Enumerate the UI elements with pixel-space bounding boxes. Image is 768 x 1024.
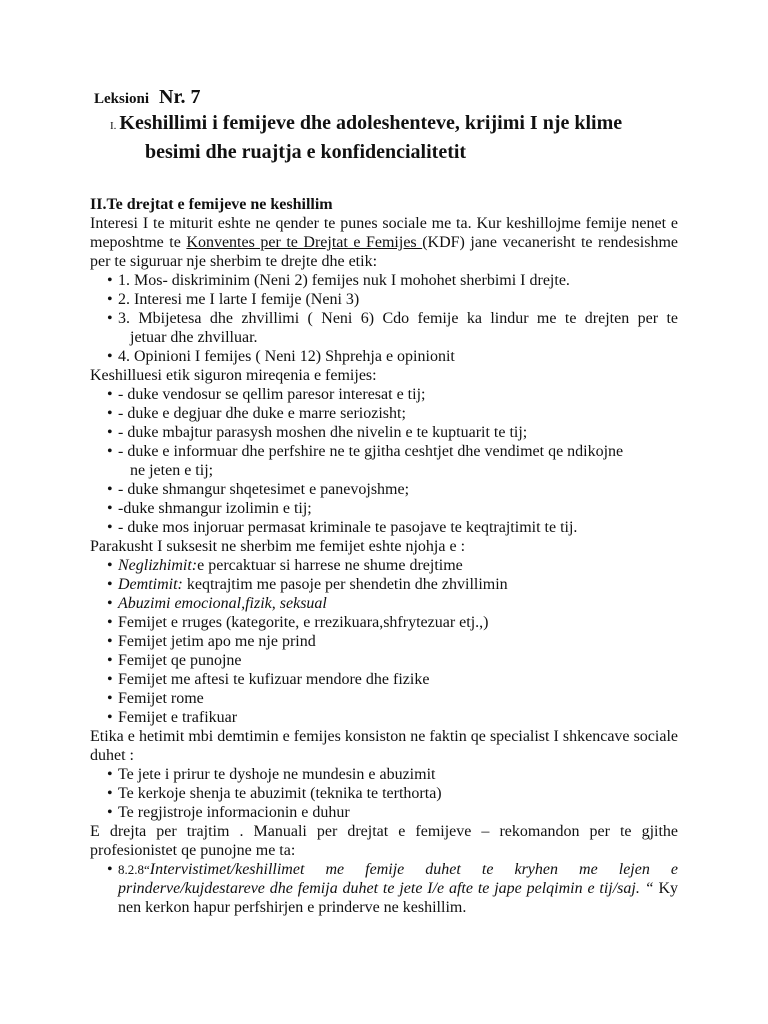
section-heading: II.Te drejtat e femijeve ne keshillim xyxy=(90,196,333,213)
manual-intro: E drejta per trajtim . Manuali per drejtat e femijeve – rekomandon per te gjithe profesionistet qe punojne me ta: xyxy=(90,823,678,859)
list-item: • Neglizhimit:e percaktuar si harrese ne shume drejtime xyxy=(90,556,678,575)
list-item: • Te regjistroje informacionin e duhur xyxy=(90,803,678,822)
ethics-intro: Etika e hetimit mbi demtimin e femijes konsiston ne faktin qe specialist I shkencave sociale duhet : xyxy=(90,728,678,764)
rights-list xyxy=(90,271,678,366)
heading-numeral: I. xyxy=(110,120,117,132)
lesson-title xyxy=(94,86,201,109)
heading-line-2: besimi dhe ruajtja e konfidencialitetit xyxy=(145,141,467,163)
main-heading xyxy=(110,110,710,165)
list-item xyxy=(90,860,678,917)
precondition-intro: Parakusht I suksesit ne sherbim me femijet eshte njohja e : xyxy=(90,538,466,555)
list-item: • - duke shmangur shqetesimet e panevojshme; xyxy=(90,480,678,499)
list-item: • - duke e degjuar dhe duke e marre seriozisht; xyxy=(90,404,678,423)
precondition-list xyxy=(90,556,678,727)
intro-text-before: Interesi I te miturit eshte ne qender te punes sociale me ta. Kur keshillojme femije nenet e meposhtme te xyxy=(90,215,678,251)
list-item: • Femijet qe punojne xyxy=(90,651,678,670)
list-item: • 2. Interesi me I larte I femije (Neni 3) xyxy=(90,290,678,309)
quote-after: Ky nen kerkon hapur perfshirjen e prinderve ne keshillim. xyxy=(118,880,678,916)
document-body xyxy=(90,195,678,917)
list-item: • Femijet e rruges (kategorite, e rrezikuara,shfrytezuar etj.,) xyxy=(90,613,678,632)
ethics-list xyxy=(90,765,678,822)
list-item: • Femijet jetim apo me nje prind xyxy=(90,632,678,651)
intro-text-after: (KDF) jane vecanerisht te rendesishme per te siguruar nje sherbim te drejte dhe etik: xyxy=(90,234,679,270)
lesson-label: Leksioni xyxy=(94,91,150,107)
list-item: • Demtimit: keqtrajtim me pasoje per shendetin dhe zhvillimin xyxy=(90,575,678,594)
list-item: • Te kerkoje shenja te abuzimit (teknika te terthorta) xyxy=(90,784,678,803)
list-item: • 3. Mbijetesa dhe zhvillimi ( Neni 6) Cdo femije ka lindur me te drejten per te jetuar dhe zhvilluar. xyxy=(90,309,678,347)
list-item: • - duke mbajtur parasysh moshen dhe nivelin e te kuptuarit te tij; xyxy=(90,423,678,442)
list-item: • 1. Mos- diskriminim (Neni 2) femijes nuk I mohohet sherbimi I drejte. xyxy=(90,271,678,290)
list-item: • Femijet rome xyxy=(90,689,678,708)
list-item: • - duke mos injoruar permasat kriminale te pasojave te keqtrajtimit te tij. xyxy=(90,518,678,537)
manual-list xyxy=(90,860,678,917)
ethical-list xyxy=(90,385,678,537)
quote-number: 8.2.8“ xyxy=(118,862,150,877)
list-item: • - duke e informuar dhe perfshire ne te gjitha ceshtjet dhe vendimet qe ndikojne ne jeten e tij; xyxy=(90,442,678,480)
quote-italic: Intervistimet/keshillimet me femije duhet te kryhen me lejen e prinderve/kujdestareve dhe femija duhet te jete I/e afte te jape pelqimin e tij/saj. “ xyxy=(118,861,678,897)
list-item: • 4. Opinioni I femijes ( Neni 12) Shprehja e opinionit xyxy=(90,347,678,366)
convention-link[interactable]: Konventes per te Drejtat e Femijes xyxy=(186,234,423,251)
lesson-number: Nr. 7 xyxy=(159,86,201,108)
ethical-intro: Keshilluesi etik siguron mireqenia e femijes: xyxy=(90,367,377,384)
heading-line-1: Keshillimi i femijeve dhe adoleshenteve, krijimi I nje klime xyxy=(119,112,623,134)
list-item: • - duke vendosur se qellim paresor interesat e tij; xyxy=(90,385,678,404)
list-item: • Femijet e trafikuar xyxy=(90,708,678,727)
list-item: • Abuzimi emocional,fizik, seksual xyxy=(90,594,678,613)
list-item: • Femijet me aftesi te kufizuar mendore dhe fizike xyxy=(90,670,678,689)
list-item: • Te jete i prirur te dyshoje ne mundesin e abuzimit xyxy=(90,765,678,784)
section-intro xyxy=(90,214,678,271)
list-item: • -duke shmangur izolimin e tij; xyxy=(90,499,678,518)
